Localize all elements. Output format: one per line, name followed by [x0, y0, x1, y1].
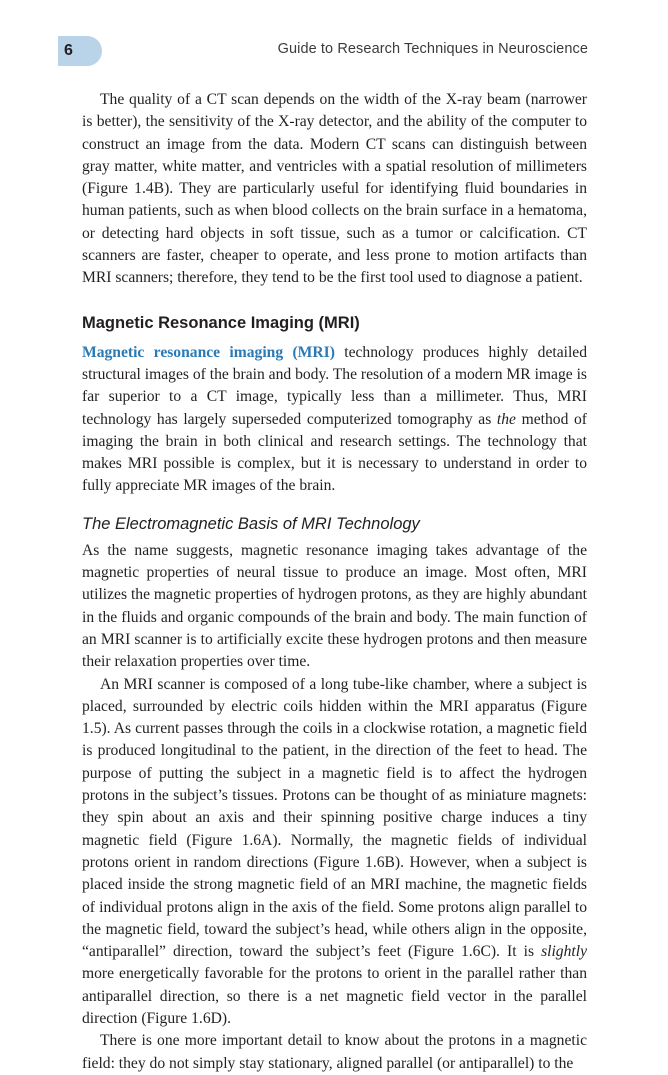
paragraph-electromagnetic-2: [82, 674, 587, 1031]
paragraph-mri-intro: [82, 342, 587, 498]
running-head-title: Guide to Research Techniques in Neuroscience: [277, 41, 588, 57]
emphasis-the: the: [496, 410, 516, 428]
paragraph-electromagnetic-3: There is one more important detail to know about the protons in a magnetic field: they do not simply stay stationary, aligned parallel (or antiparallel) to the: [82, 1032, 587, 1072]
subsection-heading-electromagnetic: The Electromagnetic Basis of MRI Technology: [82, 514, 420, 533]
paragraph-mri-text-b: method of imaging the brain in both clinical and research settings. The technology that makes MRI possible is complex, but it is necessary to understand in order to fully appreciate MR images of the brain.: [82, 410, 587, 495]
paragraph-em2-text-a: An MRI scanner is composed of a long tube-like chamber, where a subject is placed, surrounded by electric coils hidden within the MRI apparatus (Figure 1.5). As current passes through the coils in a clockwise rotation, a magnetic field is produced longitudinal to the patient, in the direction of the feet to head. The purpose of putting the subject in a magnetic field is to affect the hydrogen protons in the subject’s tissues. Protons can be thought of as miniature magnets: they spin about an axis and their spinning positive charge induces a tiny magnetic field (Figure 1.6A). Normally, the magnetic fields of individual protons orient in random directions (Figure 1.6B). However, when a subject is placed inside the strong magnetic field of an MRI machine, the magnetic fields of individual protons align in the axis of the field. Some protons align parallel to the magnetic field, toward the subject’s head, while others align in the opposite, “antiparallel” direction, toward the subject’s feet (Figure 1.6C). It is: [82, 675, 587, 961]
paragraph-mri-text-a: technology produces highly detailed structural images of the brain and body. The resolution of a modern MR image is far superior to a CT image, typically less than a millimeter. Thus, MRI technology has largely superseded computerized tomography as: [82, 343, 588, 428]
page-number: 6: [58, 36, 102, 66]
emphasis-slightly: slightly: [541, 943, 587, 961]
paragraph-em2-text-b: more energetically favorable for the protons to orient in the parallel rather than antiparallel direction, so there is a net magnetic field vector in the parallel direction (Figure 1.6D).: [82, 965, 587, 1027]
section-heading-mri: Magnetic Resonance Imaging (MRI): [82, 313, 360, 332]
paragraph-ct-quality: The quality of a CT scan depends on the width of the X-ray beam (narrower is better), the sensitivity of the X-ray detector, and the ability of the computer to construct an image from the data. Modern CT scans can distinguish between gray matter, white matter, and ventricles with a spatial resolution of millimeters (Figure 1.4B). They are particularly useful for identifying fluid boundaries in human patients, such as when blood collects on the brain surface in a hematoma, or detecting hard objects in soft tissue, such as a tumor or calcification. CT scanners are faster, cheaper to operate, and less prone to motion artifacts than MRI scanners; therefore, they tend to be the first tool used to diagnose a patient.: [82, 91, 587, 287]
key-term-mri: Magnetic resonance imaging (MRI): [82, 343, 335, 361]
page-body: [82, 89, 587, 1075]
paragraph-electromagnetic-1: As the name suggests, magnetic resonance imaging takes advantage of the magnetic properties of neural tissue to produce an image. Most often, MRI utilizes the magnetic properties of hydrogen protons, as they are highly abundant in the fluids and organic compounds of the brain and body. The main function of an MRI scanner is to artificially excite these hydrogen protons and then measure their relaxation properties over time.: [82, 541, 587, 671]
